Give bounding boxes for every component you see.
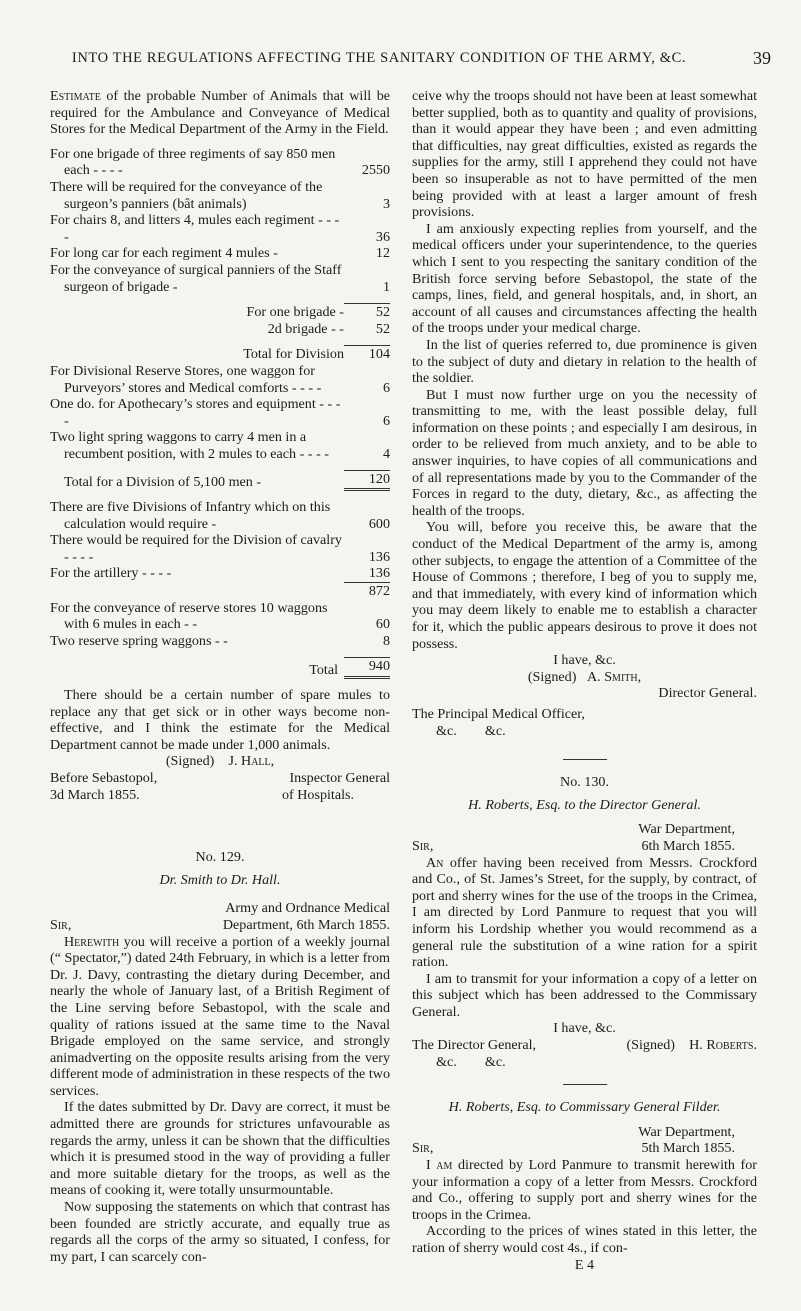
spare-mules-paragraph: There should be a certain number of spare mules to replace any that get sick or in other ways become non-effective, and I think the estimate for the Medical Department cannot be made under 1,000 animals. (50, 687, 390, 753)
brigade-1-row: For one brigade - 52 (246, 304, 390, 321)
date-129: Department, 6th March 1855. (222, 916, 390, 933)
letter-129-paragraph-5: I am anxiously expecting replies from yourself, and the medical officers under your superintendence, to the queries which I sent to you respecting the sanitary condition of the British force serving before Sebastopol, the state of the camps, lines, field, and general hospitals, and, in short, an account of all causes and circumstances affecting the health of the troops under your medical charge. (412, 220, 757, 337)
estimate-row: There are five Divisions of Infantry which on this calculation would require - 600 (50, 499, 390, 532)
office-line-129: Army and Ordnance Medical (225, 900, 390, 917)
letter-129-paragraph-4: ceive why the troops should not have been at least somewhat better supplied, both as to quantity and quality of provisions, than it would appear they have been ; and even admitting that difficulties, nay great difficulties, existed as regards the supplies for the army, still I apprehend they could not have been so insuperable as not to have permitted of the men being provided with at least a larger amount of fresh provisions. (412, 88, 757, 221)
right-column (412, 88, 757, 1273)
closing-130: I have, &c. (553, 1020, 616, 1037)
running-title: INTO THE REGULATIONS AFFECTING THE SANITARY CONDITION OF THE ARMY, &C. (71, 50, 687, 66)
estimate-row: There would be required for the Division of cavalry - - - - 136 (50, 532, 390, 565)
estimate-row: Two light spring waggons to carry 4 men in a recumbent position, with 2 mules to each - - - - 4 (50, 429, 390, 462)
letter-129-paragraph-1: Herewith you will receive a portion of a weekly journal (“ Spectator,”) dated 24th February, in which is a letter from Dr. J. Davy, contrasting the dietary during December, and nearly the whole of January last, of a British Regiment of the Line serving before Sebastopol, with the scale and quality of rations issued at the same time to the Naval Brigade employed on the same service, and strongly animadverting on the opposite results arising from the very different mode of administration in these respects of the two services. (50, 933, 390, 1099)
addressee-etc: &c. &c. (436, 722, 506, 739)
left-column (50, 88, 390, 1265)
estimate-row: For the conveyance of reserve stores 10 waggons with 6 mules in each - - 60 (50, 599, 390, 633)
hall-title-2: of Hospitals. (281, 786, 354, 803)
grand-total-row: Total 940 (309, 658, 390, 679)
addressee-130-etc: &c. &c. (436, 1053, 506, 1070)
total-division-row: Total for Division 104 (243, 346, 390, 363)
letter-title-129: Dr. Smith to Dr. Hall. (159, 871, 281, 888)
estimate-row: One do. for Apothecary’s stores and equipment - - - - 6 (50, 396, 390, 429)
office-line-130b: War Department, (638, 1123, 735, 1140)
closing-129: I have, &c. (553, 652, 616, 669)
smith-signature: (Signed) A. Smith, (527, 668, 642, 685)
salutation-130b: Sir, (412, 1140, 434, 1157)
addressee-130: The Director General, (412, 1037, 537, 1054)
estimate-row: For the artillery - - - - 136 (50, 565, 390, 582)
estimate-rest: of the probable Number of Animals that will be required for the Ambulance and Conveyance of Medical Stores for the Medical Department of the Army in the Field. (50, 88, 390, 138)
estimate-lead: Estimate (50, 88, 101, 104)
estimate-row: For Divisional Reserve Stores, one waggon for Purveyors’ stores and Medical comforts - - - - 6 (50, 362, 390, 396)
hall-title: Inspector General (289, 769, 390, 786)
date-line: 3d March 1855. (50, 786, 140, 803)
salutation-130: Sir, (412, 837, 434, 854)
estimate-row: Two reserve spring waggons - - 8 (50, 632, 390, 649)
estimate-row: For long car for each regiment 4 mules - 12 (50, 245, 390, 262)
letter-130-paragraph-1: An offer having been received from Messrs. Crockford and Co., of St. James’s Street, for the supply, by contract, of port and sherry wines for the use of the troops in the Crimea, I am directed by Lord Panmure to request that you will inform his Lordship whether you would recommend as a general rule the substitution of a wine ration for a spirit ration. (412, 854, 757, 971)
date-130b: 5th March 1855. (641, 1140, 735, 1157)
letter-number-129: No. 129. (195, 849, 245, 866)
hall-signature: (Signed) J. Hall, (165, 753, 275, 770)
letter-129-paragraph-7: But I must now further urge on you the necessity of transmitting to me, with the least possible delay, full information on these points ; and especially I am desirous, in order to be relieved from much anxiety, and to be able to answer inquiries, to have copies of all communications and of all representations made by you to the Commander of the Forces in regard to the duty, dietary, &c., as affecting the health of the troops. (412, 386, 757, 519)
estimate-row: For chairs 8, and litters 4, mules each regiment - - - - 36 (50, 212, 390, 245)
letter-title-130b: H. Roberts, Esq. to Commissary General Filder. (448, 1099, 721, 1116)
running-header (0, 48, 801, 72)
office-line-130: War Department, (638, 821, 735, 838)
letter-number-130: No. 130. (560, 774, 609, 791)
salutation-129: Sir, (50, 916, 72, 933)
smith-title: Director General. (658, 685, 757, 702)
letter-129-paragraph-3: Now supposing the statements on which that contrast has been founded are strictly accurate, and equally true as regards all the corps of the army so situated, I confess, for my part, I can scarcely con- (50, 1199, 390, 1265)
letter-129-paragraph-2: If the dates submitted by Dr. Davy are correct, it must be admitted there are grounds for strictures unfavourable as regards the army, unless it can be shown that the difficulties which it is presumed stood in the way of providing a fuller and more suitable dietary for the troops, as well as the means of cooking it, were totally unsurmountable. (50, 1099, 390, 1199)
addressee-129: The Principal Medical Officer, (412, 705, 585, 722)
page-number: 39 (753, 48, 771, 68)
estimate-row: There will be required for the conveyance of the surgeon’s panniers (bât animals) 3 (50, 178, 390, 212)
letter-129-paragraph-8: You will, before you receive this, be aware that the conduct of the Medical Department of the army is, among other subjects, to engage the attention of a Committee of the House of Commons ; therefore, I beg of you to supply me, and that immediately, with every kind of information which you may deem likely to enable me to establish a character for it, which the public appears desirous to prove it does not possess. (412, 519, 757, 652)
letter-130-paragraph-2: I am to transmit for your information a copy of a letter on this subject which has been addressed to the Commissary General. (412, 970, 757, 1020)
estimate-heading (50, 88, 390, 138)
roberts-signature: (Signed) H. Roberts. (626, 1037, 757, 1054)
signature-mark: E 4 (574, 1256, 595, 1273)
date-130: 6th March 1855. (641, 837, 735, 854)
letter-130b-paragraph-2: According to the prices of wines stated in this letter, the ration of sherry would cost 4s., if con- (412, 1223, 757, 1256)
brigade-2-row: 2d brigade - - 52 (267, 320, 390, 337)
letter-129-paragraph-6: In the list of queries referred to, due prominence is given to the subject of duty and dietary in relation to the health of the soldier. (412, 336, 757, 387)
estimate-row: For the conveyance of surgical panniers of the Staff surgeon of brigade - 1 (50, 261, 390, 295)
subtotal-row: 872 (50, 582, 390, 600)
letter-130b-paragraph-1: I am directed by Lord Panmure to transmit herewith for your information a copy of a letter from Messrs. Crockford and Co., offering to supply port and sherry wines for the troops in the Crimea. (412, 1157, 757, 1223)
place-line: Before Sebastopol, (50, 769, 158, 786)
letter-title-130: H. Roberts, Esq. to the Director General. (468, 796, 701, 813)
estimate-row: For one brigade of three regiments of say 850 men each - - - - 2550 (50, 145, 390, 179)
total-5100-row: Total for a Division of 5,100 men - 120 (64, 471, 390, 491)
